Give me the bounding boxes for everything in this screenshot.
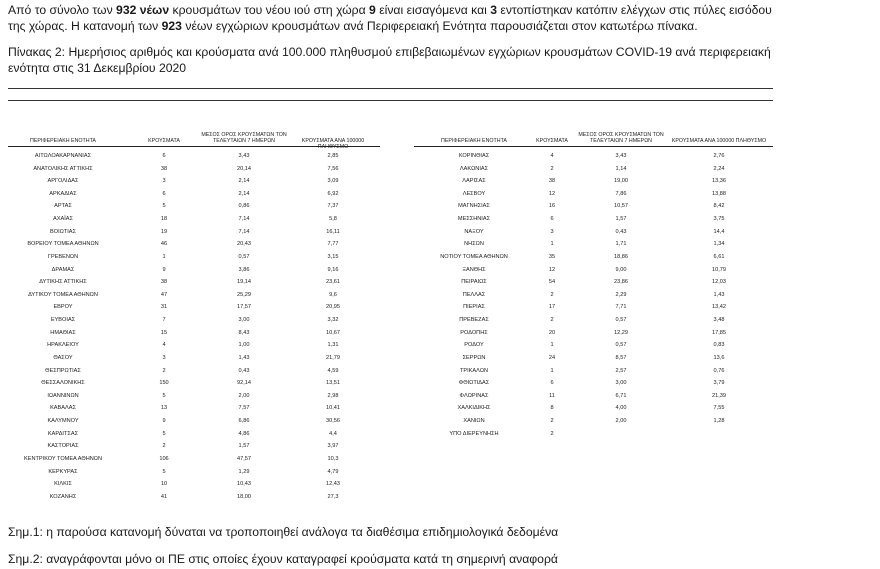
cases-cell: 35: [548, 253, 556, 260]
region-cell: ΝΗΣΩΝ: [464, 241, 484, 248]
table-row: [8, 200, 380, 213]
caption-divider-bottom: [8, 100, 773, 101]
per100k-cell: 23,61: [326, 279, 340, 286]
avg7-cell: 7,57: [238, 405, 250, 412]
table-row: [414, 226, 773, 239]
per100k-cell: 10,67: [326, 329, 340, 336]
per100k-cell: 6,92: [327, 190, 339, 197]
cases-cell: 2: [550, 418, 554, 425]
per100k-cell: 2,76: [713, 153, 725, 159]
per100k-cell: 3,32: [327, 317, 339, 324]
cases-cell: 3: [162, 354, 166, 361]
avg7-cell: 20,43: [237, 241, 251, 248]
intro-text: νέων εγχώριων κρουσμάτων ανά Περιφερειακή Ενότητα παρουσιάζεται στον κατωτέρω πίνακα.: [181, 19, 698, 33]
per100k-cell: 7,55: [713, 405, 725, 412]
table-row: [414, 200, 773, 213]
avg7-cell: 8,57: [615, 354, 627, 361]
region-cell: ΞΑΝΘΗΣ: [462, 266, 486, 273]
table-row: [414, 188, 773, 201]
region-cell: ΣΕΡΡΩΝ: [462, 354, 486, 361]
cases-cell: 5: [162, 468, 166, 475]
cases-cell: 11: [549, 392, 555, 399]
cases-cell: 6: [550, 380, 554, 387]
per100k-cell: 0,76: [713, 367, 725, 374]
per100k-cell: 3,48: [713, 317, 725, 324]
avg7-cell: 12,29: [614, 329, 628, 336]
per100k-cell: 2,98: [327, 392, 339, 399]
avg7-cell: 19,00: [614, 178, 628, 185]
per100k-cell: 6,61: [713, 253, 725, 260]
table-row: [414, 238, 773, 251]
avg7-cell: 2,14: [238, 178, 250, 185]
region-cell: ΚΟΖΑΝΗΣ: [49, 493, 77, 500]
per100k-cell: 0,83: [713, 342, 725, 349]
avg7-cell: 3,43: [615, 153, 627, 159]
avg7-cell: 7,71: [615, 304, 627, 311]
table-row: [8, 276, 380, 289]
cases-cell: 12: [548, 190, 556, 197]
table-row: [414, 390, 773, 403]
cases-cell: 9: [162, 266, 166, 273]
header-cases: ΚΡΟΥΣΜΑΤΑ: [536, 138, 568, 144]
header-region: ΠΕΡΙΦΕΡΕΙΑΚΗ ΕΝΟΤΗΤΑ: [441, 138, 507, 144]
cases-cell: 6: [162, 190, 166, 197]
region-cell: ΥΠΟ ΔΙΕΡΕΥΝΗΣΗ: [449, 430, 499, 437]
cases-cell: 2: [162, 367, 166, 374]
per100k-cell: 14,4: [713, 228, 725, 235]
avg7-cell: 1,57: [238, 443, 250, 450]
cases-cell: 6: [162, 153, 166, 159]
table-row: [8, 491, 380, 504]
avg7-cell: 7,14: [238, 216, 250, 223]
intro-paragraph: [8, 2, 778, 34]
cases-cell: 19: [160, 228, 168, 235]
intro-border-cases: 3: [490, 3, 498, 17]
table-row: [8, 390, 380, 403]
per100k-cell: 4,4: [329, 430, 337, 437]
table-row: [8, 478, 380, 491]
cases-cell: 1: [550, 241, 554, 248]
per100k-cell: 2,85: [327, 153, 339, 159]
avg7-cell: 23,86: [614, 279, 628, 286]
avg7-cell: 1,43: [238, 354, 250, 361]
table-row: [414, 415, 773, 428]
cases-cell: 1: [550, 342, 554, 349]
intro-text: Από το σύνολο των: [8, 3, 117, 17]
intro-total-cases: 932 νέων: [116, 3, 170, 17]
cases-cell: 2: [550, 430, 554, 437]
per100k-cell: 8,42: [713, 203, 725, 210]
region-cell: ΚΑΒΑΛΑΣ: [50, 405, 76, 412]
intro-text: κρουσμάτων του νέου ιού στη χώρα: [169, 3, 370, 17]
cases-cell: 31: [160, 304, 168, 311]
avg7-cell: 4,00: [615, 405, 627, 412]
cases-cell: 2: [550, 291, 554, 298]
region-cell: ΚΟΡΙΝΘΙΑΣ: [458, 153, 490, 159]
cases-cell: 17: [548, 304, 556, 311]
table-row: [8, 402, 380, 415]
per100k-cell: 3,79: [713, 380, 725, 387]
intro-imported-cases: 9: [369, 3, 376, 17]
region-cell: ΚΕΝΤΡΙΚΟΥ ΤΟΜΕΑ ΑΘΗΝΩΝ: [23, 455, 102, 462]
per100k-cell: 1,34: [713, 241, 725, 248]
cases-cell: 2: [550, 317, 554, 324]
avg7-cell: 1,71: [615, 241, 627, 248]
avg7-cell: 0,43: [615, 228, 627, 235]
avg7-cell: 1,29: [238, 468, 250, 475]
region-cell: ΝΑΞΟΥ: [464, 228, 484, 235]
table-row: [8, 188, 380, 201]
avg7-cell: 20,14: [237, 165, 251, 172]
region-cell: ΜΕΣΣΗΝΙΑΣ: [457, 216, 491, 223]
table-row: [8, 440, 380, 453]
avg7-cell: 8,43: [238, 329, 250, 336]
avg7-cell: 10,57: [614, 203, 628, 210]
table-row: [8, 314, 380, 327]
avg7-cell: 7,86: [615, 190, 627, 197]
header-avg7: ΜΕΣΟΣ ΟΡΟΣ ΚΡΟΥΣΜΑΤΩΝ ΤΟΝ ΤΕΛΕΥΤΑΙΩΝ 7 ΗΜΕΡΩΝ: [201, 132, 287, 144]
region-cell: ΕΒΡΟΥ: [53, 304, 73, 311]
per100k-cell: 12,43: [326, 481, 340, 488]
per100k-cell: 17,85: [712, 329, 726, 336]
cases-cell: 7: [162, 317, 166, 324]
per100k-cell: 20,95: [326, 304, 340, 311]
table-row: [8, 238, 380, 251]
avg7-cell: 25,29: [237, 291, 251, 298]
caption-divider-top: [8, 88, 773, 89]
region-cell: ΑΙΤΩΛΟΑΚΑΡΝΑΝΙΑΣ: [34, 153, 92, 159]
table-row: [8, 365, 380, 378]
region-cell: ΠΕΙΡΑΙΩΣ: [461, 279, 487, 286]
table-row: [414, 264, 773, 277]
region-cell: ΔΥΤΙΚΗΣ ΑΤΤΙΚΗΣ: [39, 279, 87, 286]
per100k-cell: 27,3: [327, 493, 339, 500]
table-row: [8, 327, 380, 340]
intro-text: εντοπίστηκαν κατόπιν ελέγχων στις πύλες εισόδου της χώρας. Η κατανομή των: [8, 3, 772, 33]
per100k-cell: 7,56: [327, 165, 339, 172]
avg7-cell: 3,43: [238, 153, 250, 159]
cases-cell: 16: [548, 203, 556, 210]
avg7-cell: 0,57: [615, 317, 627, 324]
header-cases: ΚΡΟΥΣΜΑΤΑ: [148, 138, 180, 144]
cases-cell: 24: [548, 354, 556, 361]
avg7-cell: 3,00: [615, 380, 627, 387]
table-row: [8, 415, 380, 428]
avg7-cell: 2,29: [615, 291, 627, 298]
region-cell: ΠΡΕΒΕΖΑΣ: [459, 317, 489, 324]
avg7-cell: 2,00: [615, 418, 627, 425]
cases-cell: 46: [160, 241, 168, 248]
table-row: [8, 466, 380, 479]
avg7-cell: 9,00: [615, 266, 627, 273]
table-row: [414, 339, 773, 352]
region-cell: ΧΑΝΙΩΝ: [463, 418, 485, 425]
region-cell: ΗΡΑΚΛΕΙΟΥ: [47, 342, 79, 349]
avg7-cell: 1,57: [615, 216, 627, 223]
per100k-cell: 1,43: [713, 291, 725, 298]
cases-cell: 18: [160, 216, 168, 223]
per100k-cell: 4,59: [327, 367, 339, 374]
table-row: [8, 339, 380, 352]
region-cell: ΕΥΒΟΙΑΣ: [50, 317, 76, 324]
region-cell: ΚΑΡΔΙΤΣΑΣ: [47, 430, 79, 437]
avg7-cell: 2,57: [615, 367, 627, 374]
per100k-cell: 9,16: [327, 266, 339, 273]
header-region: ΠΕΡΙΦΕΡΕΙΑΚΗ ΕΝΟΤΗΤΑ: [30, 138, 96, 144]
region-cell: ΗΜΑΘΙΑΣ: [50, 329, 76, 336]
note-1: Σημ.1: η παρούσα κατανομή δύναται να τροποποιηθεί ανάλογα τα διαθέσιμα επιδημιολογικά δεδομένα: [8, 525, 559, 539]
header-per100k: ΚΡΟΥΣΜΑΤΑ ΑΝΑ 100000 ΠΛΗΘΥΣΜΟ: [671, 138, 767, 144]
cases-cell: 13: [160, 405, 168, 412]
per100k-cell: 13,42: [712, 304, 726, 311]
cases-cell: 2: [550, 165, 554, 172]
avg7-cell: 17,57: [237, 304, 251, 311]
avg7-cell: 3,86: [238, 266, 250, 273]
per100k-cell: 13,36: [712, 178, 726, 185]
cases-cell: 5: [162, 430, 166, 437]
region-cell: ΧΑΛΚΙΔΙΚΗΣ: [457, 405, 491, 412]
cases-cell: 4: [550, 153, 554, 159]
cases-cell: 4: [162, 342, 166, 349]
header-per100k: ΚΡΟΥΣΜΑΤΑ ΑΝΑ 100000 ΠΛΗΘΥΣΜΟ: [301, 138, 365, 150]
region-cell: ΘΕΣΠΡΩΤΙΑΣ: [45, 367, 81, 374]
table-row: [414, 327, 773, 340]
table-row: [414, 213, 773, 226]
avg7-cell: 1,00: [238, 342, 250, 349]
table-row: [8, 226, 380, 239]
avg7-cell: 1,14: [615, 165, 627, 172]
avg7-cell: 18,86: [614, 253, 628, 260]
cases-cell: 8: [550, 405, 554, 412]
avg7-cell: 0,57: [615, 342, 627, 349]
intro-local-cases: 923: [161, 19, 182, 33]
table-row: [414, 289, 773, 302]
table-row: [414, 163, 773, 176]
cases-cell: 106: [159, 455, 169, 462]
per100k-cell: 9,6: [329, 291, 337, 298]
header-underline: [414, 146, 773, 147]
per100k-cell: 21,79: [326, 354, 340, 361]
cases-cell: 41: [160, 493, 168, 500]
region-cell: ΚΑΛΥΜΝΟΥ: [47, 418, 79, 425]
region-cell: ΡΟΔΟΥ: [464, 342, 484, 349]
region-cell: ΔΡΑΜΑΣ: [51, 266, 75, 273]
cases-cell: 5: [162, 203, 166, 210]
region-cell: ΔΥΤΙΚΟΥ ΤΟΜΕΑ ΑΘΗΝΩΝ: [28, 291, 98, 298]
per100k-cell: 7,37: [327, 203, 339, 210]
table-row: [8, 377, 380, 390]
table-row: [8, 428, 380, 441]
header-underline: [8, 146, 380, 147]
table-row: [8, 150, 380, 163]
per100k-cell: 7,77: [327, 241, 339, 248]
per100k-cell: 30,56: [326, 418, 340, 425]
intro-text: είναι εισαγόμενα και: [375, 3, 491, 17]
cases-cell: 3: [162, 178, 166, 185]
table-row: [8, 264, 380, 277]
table-caption: Πίνακας 2: Ημερήσιος αριθμός και κρούσματα ανά 100.000 πληθυσμού επιβεβαιωμένων εγχώριων κρουσμάτων COVID-19 ανά περιφερειακή ενότητα στις 31 Δεκεμβρίου 2020: [8, 45, 771, 75]
avg7-cell: 3,00: [238, 317, 250, 324]
note-2: Σημ.2: αναγράφονται μόνο οι ΠΕ στις οποίες έχουν καταγραφεί κρούσματα κατά τη σημερινή αναφορά: [8, 552, 558, 566]
region-cell: ΠΙΕΡΙΑΣ: [463, 304, 485, 311]
region-cell: ΑΝΑΤΟΛΙΚΗΣ ΑΤΤΙΚΗΣ: [33, 165, 93, 172]
per100k-cell: 13,51: [326, 380, 340, 387]
table-row: [414, 428, 773, 441]
region-cell: ΛΑΚΩΝΙΑΣ: [459, 165, 489, 172]
region-cell: ΓΡΕΒΕΝΩΝ: [47, 253, 79, 260]
table-row: [414, 175, 773, 188]
region-cell: ΑΡΚΑΔΙΑΣ: [49, 190, 77, 197]
region-cell: ΜΑΓΝΗΣΙΑΣ: [458, 203, 490, 210]
per100k-cell: 13,88: [712, 190, 726, 197]
region-cell: ΦΘΙΩΤΙΔΑΣ: [458, 380, 490, 387]
region-cell: ΘΕΣΣΑΛΟΝΙΚΗΣ: [41, 380, 85, 387]
table-row: [414, 365, 773, 378]
per100k-cell: 4,79: [327, 468, 339, 475]
table-row: [414, 276, 773, 289]
region-cell: ΑΡΤΑΣ: [54, 203, 72, 210]
table-row: [8, 289, 380, 302]
table-row: [414, 377, 773, 390]
cases-cell: 12: [548, 266, 556, 273]
table-row: [8, 352, 380, 365]
per100k-cell: 3,75: [713, 216, 725, 223]
avg7-cell: 7,14: [238, 228, 250, 235]
region-cell: ΛΕΣΒΟΥ: [462, 190, 486, 197]
per100k-cell: 16,11: [326, 228, 340, 235]
table-row: [414, 314, 773, 327]
per100k-cell: 3,97: [327, 443, 339, 450]
region-cell: ΝΟΤΙΟΥ ΤΟΜΕΑ ΑΘΗΝΩΝ: [440, 253, 508, 260]
avg7-cell: 6,86: [238, 418, 250, 425]
avg7-cell: 92,14: [237, 380, 251, 387]
per100k-cell: 10,3: [327, 455, 339, 462]
table-row: [8, 163, 380, 176]
table-row: [8, 251, 380, 264]
cases-cell: 38: [160, 279, 168, 286]
avg7-cell: 18,00: [237, 493, 251, 500]
per100k-cell: 10,41: [326, 405, 340, 412]
per100k-cell: 12,03: [712, 279, 726, 286]
cases-cell: 6: [550, 216, 554, 223]
cases-cell: 20: [548, 329, 556, 336]
region-cell: ΙΩΑΝΝΙΝΩΝ: [47, 392, 79, 399]
per100k-cell: 1,28: [713, 418, 725, 425]
region-cell: ΠΕΛΛΑΣ: [462, 291, 486, 298]
header-avg7: ΜΕΣΟΣ ΟΡΟΣ ΚΡΟΥΣΜΑΤΩΝ ΤΟΝ ΤΕΛΕΥΤΑΙΩΝ 7 ΗΜΕΡΩΝ: [578, 132, 664, 144]
avg7-cell: 19,14: [237, 279, 251, 286]
cases-cell: 15: [160, 329, 168, 336]
cases-cell: 38: [548, 178, 556, 185]
cases-cell: 54: [548, 279, 556, 286]
table-row: [8, 213, 380, 226]
table-row: [8, 453, 380, 466]
table-row: [414, 402, 773, 415]
region-cell: ΤΡΙΚΑΛΩΝ: [459, 367, 489, 374]
per100k-cell: 2,24: [713, 165, 725, 172]
region-cell: ΘΑΣΟΥ: [53, 354, 73, 361]
region-cell: ΚΑΣΤΟΡΙΑΣ: [47, 443, 79, 450]
avg7-cell: 6,71: [615, 392, 627, 399]
avg7-cell: 10,43: [237, 481, 251, 488]
per100k-cell: 5,8: [329, 216, 337, 223]
cases-cell: 150: [159, 380, 169, 387]
region-cell: ΡΟΔΟΠΗΣ: [460, 329, 488, 336]
region-cell: ΑΡΓΟΛΙΔΑΣ: [47, 178, 79, 185]
cases-cell: 38: [160, 165, 168, 172]
avg7-cell: 47,57: [237, 455, 251, 462]
avg7-cell: 0,57: [238, 253, 250, 260]
table-row: [8, 175, 380, 188]
region-cell: ΒΟΙΩΤΙΑΣ: [50, 228, 76, 235]
avg7-cell: 4,86: [238, 430, 250, 437]
per100k-cell: 1,31: [327, 342, 339, 349]
per100k-cell: 21,39: [712, 392, 726, 399]
cases-cell: 2: [162, 443, 166, 450]
avg7-cell: 2,14: [238, 190, 250, 197]
region-cell: ΚΕΡΚΥΡΑΣ: [48, 468, 78, 475]
avg7-cell: 0,86: [238, 203, 250, 210]
per100k-cell: 13,6: [713, 354, 725, 361]
region-cell: ΚΙΛΚΙΣ: [54, 481, 72, 488]
cases-cell: 1: [550, 367, 554, 374]
table-row: [414, 301, 773, 314]
table-row: [414, 352, 773, 365]
region-cell: ΒΟΡΕΙΟΥ ΤΟΜΕΑ ΑΘΗΝΩΝ: [27, 241, 99, 248]
table-row: [414, 251, 773, 264]
table-row: [414, 150, 773, 163]
region-cell: ΛΑΡΙΣΑΣ: [462, 178, 486, 185]
table-row: [8, 301, 380, 314]
per100k-cell: 3,09: [327, 178, 339, 185]
region-cell: ΑΧΑΪΑΣ: [53, 216, 73, 223]
cases-cell: 1: [162, 253, 166, 260]
cases-cell: 10: [160, 481, 168, 488]
cases-cell: 5: [162, 392, 166, 399]
avg7-cell: 0,43: [238, 367, 250, 374]
per100k-cell: 10,79: [712, 266, 726, 273]
region-cell: ΦΛΩΡΙΝΑΣ: [459, 392, 489, 399]
cases-cell: 9: [162, 418, 166, 425]
cases-cell: 47: [160, 291, 168, 298]
per100k-cell: 3,15: [327, 253, 339, 260]
avg7-cell: 2,00: [238, 392, 250, 399]
cases-cell: 3: [550, 228, 554, 235]
